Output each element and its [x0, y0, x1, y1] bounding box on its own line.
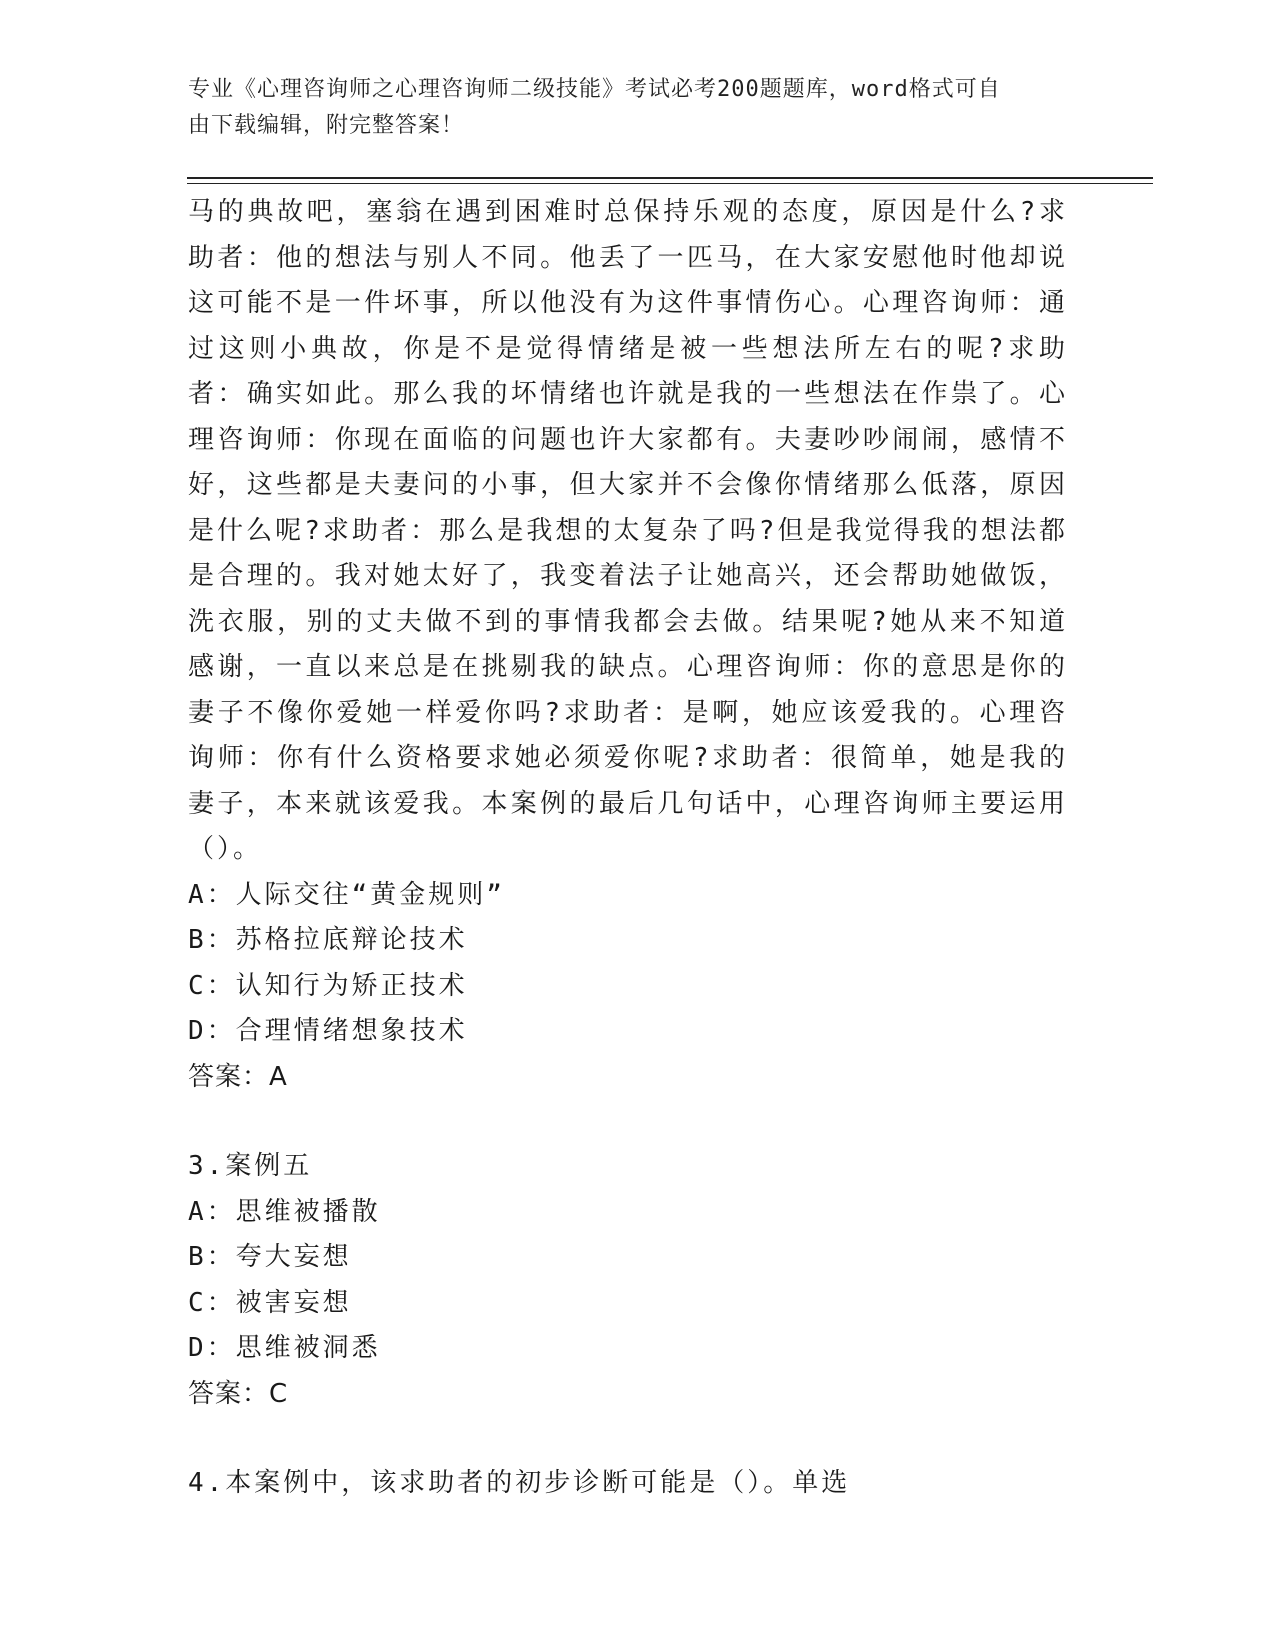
- option-c: C：被害妄想: [188, 1287, 352, 1318]
- header-divider-thin: [187, 183, 1153, 184]
- header-divider-thick: [187, 177, 1153, 179]
- option-d: D：思维被洞悉: [188, 1333, 381, 1363]
- document-header: [188, 72, 1068, 144]
- option-d: D：合理情绪想象技术: [188, 1016, 468, 1046]
- option-b: B：夸大妄想: [188, 1242, 352, 1272]
- header-title-line-1: 专业《心理咨询师之心理咨询师二级技能》考试必考200题题库，word格式可自: [188, 77, 1001, 102]
- answer-line: 答案：C: [188, 1378, 289, 1409]
- case-passage: 马的典故吧，塞翁在遇到困难时总保持乐观的态度，原因是什么?求助者：他的想法与别人不同。他丢了一匹马，在大家安慰他时他却说这可能不是一件坏事，所以他没有为这件事情伤心。心理咨询师：通过这则小典故，你是不是觉得情绪是被一些想法所左右的呢?求助者：确实如此。那么我的坏情绪也许就是我的一些想法在作祟了。心理咨询师：你现在面临的问题也许大家都有。夫妻吵吵闹闹，感情不好，这些都是夫妻问的小事，但大家并不会像你情绪那么低落，原因是什么呢?求助者：那么是我想的太复杂了吗?但是我觉得我的想法都是合理的。我对她太好了，我变着法子让她高兴，还会帮助她做饭，洗衣服，别的丈夫做不到的事情我都会去做。结果呢?她从来不知道感谢，一直以来总是在挑剔我的缺点。心理咨询师：你的意思是你的妻子不像你爱她一样爱你吗?求助者：是啊，她应该爱我的。心理咨询师：你有什么资格要求她必须爱你呢?求助者：很简单，她是我的妻子，本来就该爱我。本案例的最后几句话中，心理咨询师主要运用（）。: [188, 197, 1068, 864]
- option-b: B：苏格拉底辩论技术: [188, 925, 468, 955]
- question-block-4: [188, 1461, 1068, 1507]
- question-title: 4.本案例中，该求助者的初步诊断可能是（）。单选: [188, 1468, 851, 1498]
- spacer: [188, 1100, 1068, 1144]
- answer-line: 答案：A: [188, 1061, 288, 1092]
- option-c: C：认知行为矫正技术: [188, 970, 468, 1001]
- header-title-line-2: 由下载编辑，附完整答案！: [188, 113, 465, 138]
- document-body: [188, 190, 1068, 1507]
- question-block-2: [188, 190, 1068, 1100]
- spacer: [188, 1417, 1068, 1461]
- option-a: A：人际交往“黄金规则”: [188, 879, 505, 910]
- option-a: A：思维被播散: [188, 1196, 381, 1227]
- question-block-3: [188, 1144, 1068, 1417]
- question-title: 3.案例五: [188, 1151, 313, 1181]
